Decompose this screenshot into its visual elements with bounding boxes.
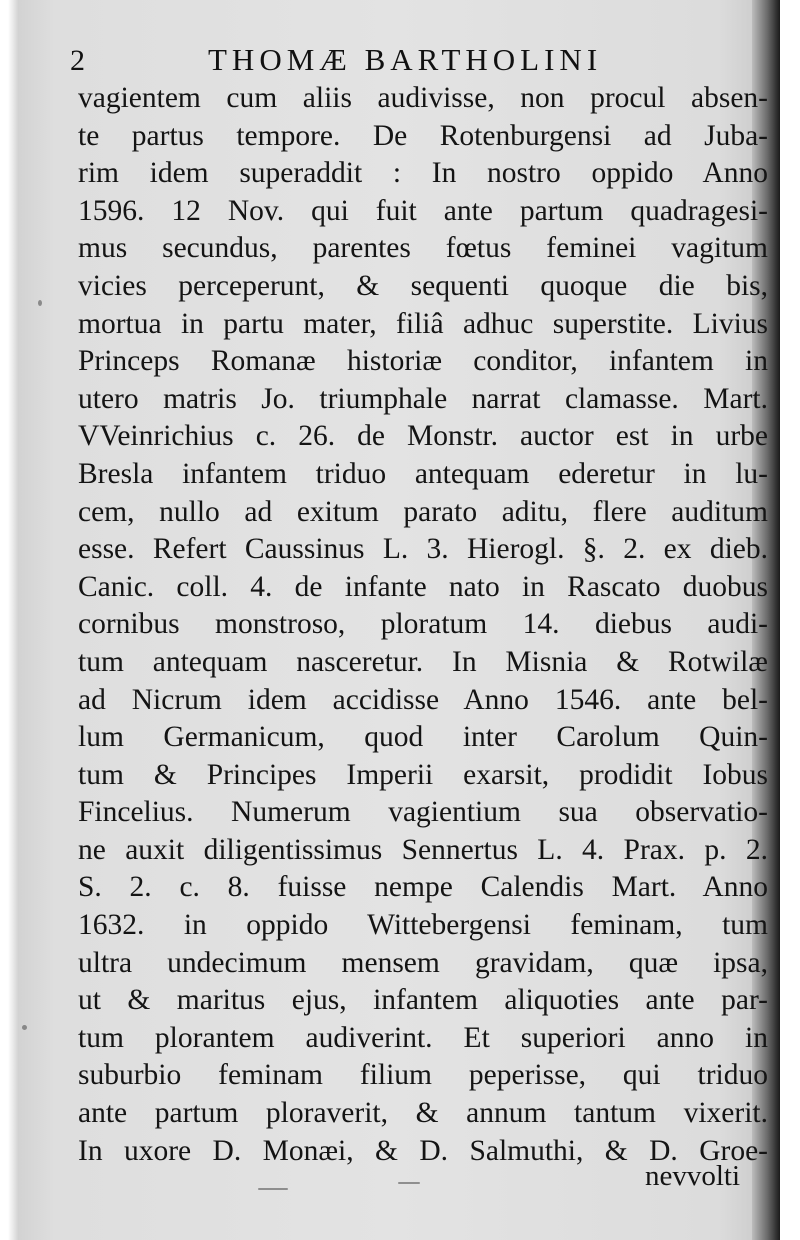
text-line: ad Nicrum idem accidisse Anno 1546. ante bel- bbox=[78, 683, 768, 716]
text-line: suburbio feminam filium peperisse, qui triduo bbox=[78, 1059, 768, 1092]
text-line: utero matris Jo. triumphale narrat clamasse. Mart. bbox=[78, 382, 768, 415]
text-line: ultra undecimum mensem gravidam, quæ ipsa, bbox=[78, 946, 768, 979]
text-line: tum & Principes Imperii exarsit, prodidit Iobus bbox=[78, 758, 768, 791]
text-line: In uxore D. Monæi, & D. Salmuthi, & D. Groe- bbox=[78, 1134, 768, 1167]
text-line: VVeinrichius c. 26. de Monstr. auctor est in urbe bbox=[78, 420, 768, 453]
text-line: cem, nullo ad exitum parato aditu, flere auditum bbox=[78, 495, 768, 528]
text-line: 1632. in oppido Wittebergensi feminam, tum bbox=[78, 909, 768, 942]
text-line: cornibus monstroso, ploratum 14. diebus audi- bbox=[78, 608, 768, 641]
text-line: Princeps Romanæ historiæ conditor, infantem in bbox=[78, 345, 768, 378]
catchword: nevvolti bbox=[644, 1160, 740, 1192]
page-header bbox=[8, 40, 780, 84]
ink-speck bbox=[22, 1025, 27, 1030]
book-page bbox=[8, 0, 780, 1240]
page-number: 2 bbox=[70, 44, 85, 77]
text-line: tum antequam nasceretur. In Misnia & Rotwilæ bbox=[78, 645, 768, 678]
text-line: vicies perceperunt, & sequenti quoque die bis, bbox=[78, 269, 768, 302]
text-line: ante partum ploraverit, & annum tantum vixerit. bbox=[78, 1097, 768, 1130]
text-line: Canic. coll. 4. de infante nato in Rascato duobus bbox=[78, 570, 768, 603]
text-line: 1596. 12 Nov. qui fuit ante partum quadragesi- bbox=[78, 194, 768, 227]
text-line: te partus tempore. De Rotenburgensi ad Juba- bbox=[78, 119, 768, 152]
ink-speck bbox=[38, 300, 42, 306]
text-line: lum Germanicum, quod inter Carolum Quin- bbox=[78, 721, 768, 754]
text-line: mortua in partu mater, filiâ adhuc superstite. Livius bbox=[78, 307, 768, 340]
text-line: Bresla infantem triduo antequam ederetur in lu- bbox=[78, 457, 768, 490]
text-line: esse. Refert Caussinus L. 3. Hierogl. §. 2. ex dieb. bbox=[78, 533, 768, 566]
ink-speck bbox=[398, 1182, 420, 1184]
text-line: tum plorantem audiverint. Et superiori anno in bbox=[78, 1021, 768, 1054]
ink-speck bbox=[258, 1188, 288, 1190]
text-line: S. 2. c. 8. fuisse nempe Calendis Mart. Anno bbox=[78, 871, 768, 904]
text-line: mus secundus, parentes fœtus feminei vagitum bbox=[78, 232, 768, 265]
text-line: ne auxit diligentissimus Sennertus L. 4. Prax. p. 2. bbox=[78, 833, 768, 866]
text-line: rim idem superaddit : In nostro oppido Anno bbox=[78, 157, 768, 190]
page-edge-shadow bbox=[8, 0, 18, 1240]
text-line: Fincelius. Numerum vagientium sua observatio- bbox=[78, 796, 768, 829]
body-text bbox=[78, 80, 768, 1170]
running-title: THOMÆ BARTHOLINI bbox=[208, 42, 603, 77]
text-line: ut & maritus ejus, infantem aliquoties ante par- bbox=[78, 984, 768, 1017]
text-line: vagientem cum aliis audivisse, non procul absen- bbox=[78, 82, 768, 114]
